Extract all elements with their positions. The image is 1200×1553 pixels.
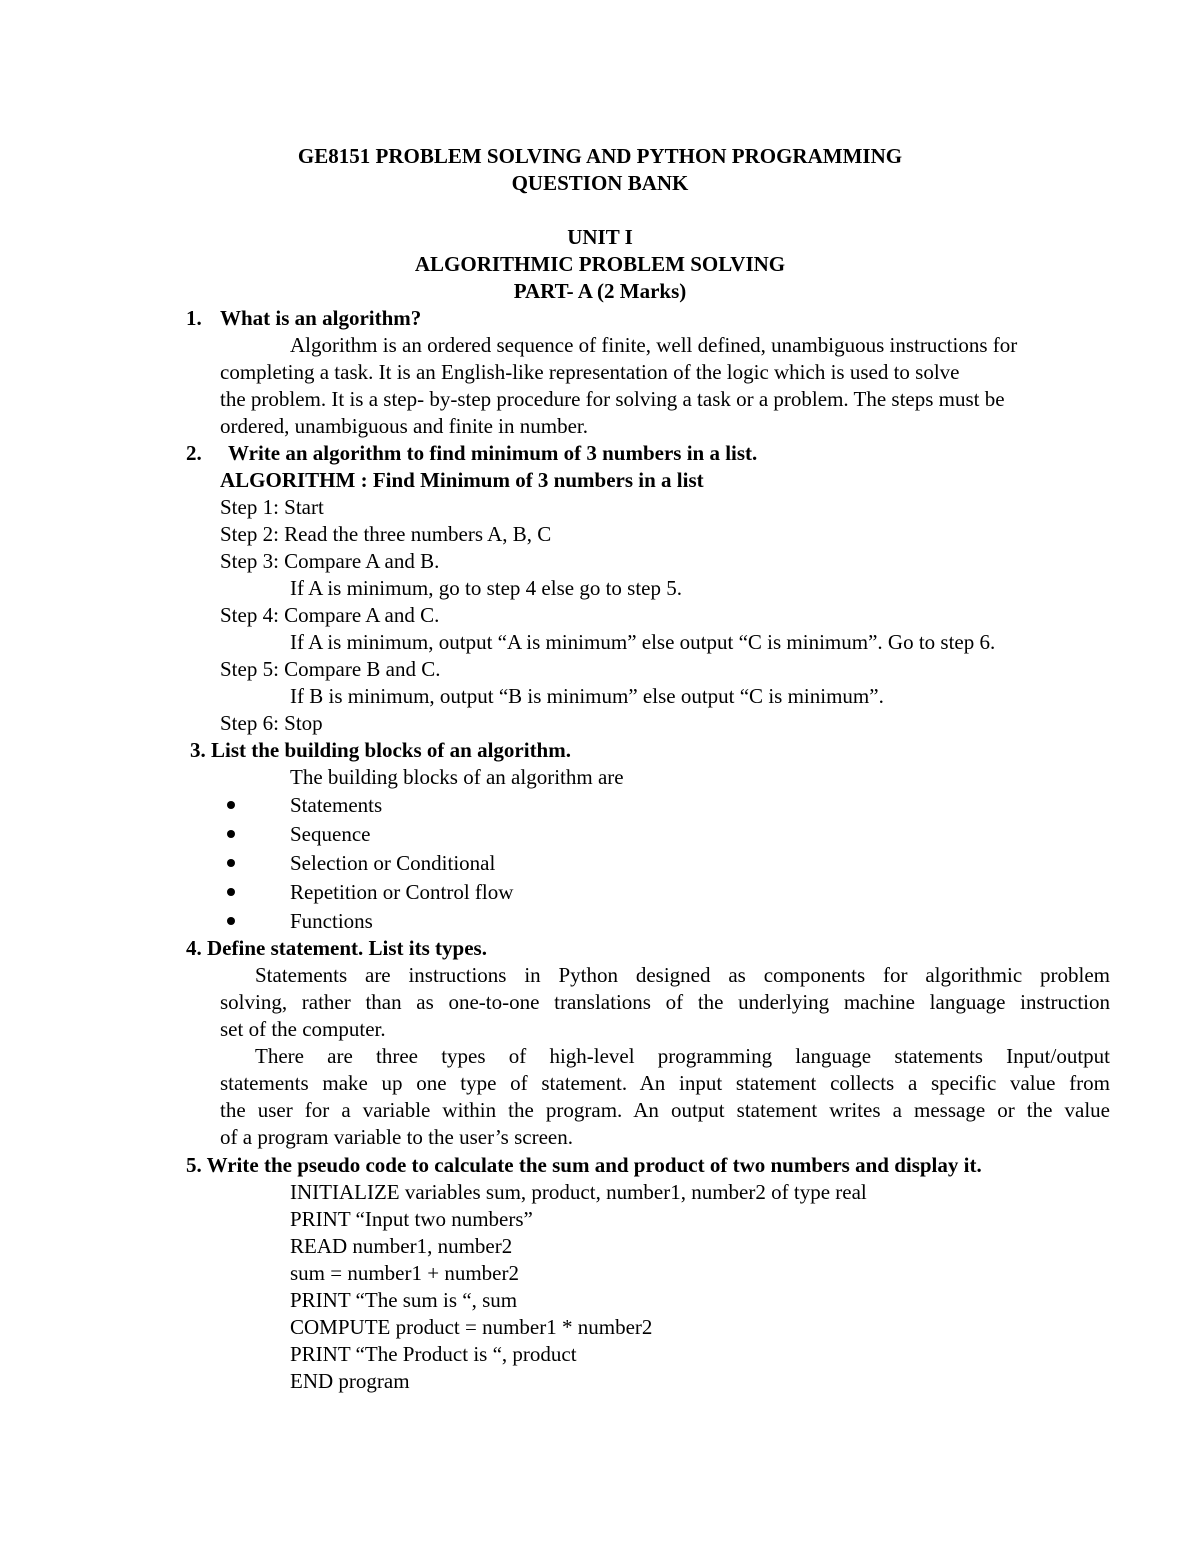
q5-question: 5. Write the pseudo code to calculate the sum and product of two numbers and display it. [186, 1153, 982, 1177]
q1-answer-line: completing a task. It is an English-like representation of the logic which is used to solve [220, 360, 960, 384]
q3-list-item: Selection or Conditional [290, 851, 496, 875]
document-title: GE8151 PROBLEM SOLVING AND PYTHON PROGRAMMING [297, 144, 903, 168]
bullet-icon [227, 888, 235, 896]
q1-answer-line: Algorithm is an ordered sequence of finite, well defined, unambiguous instructions for [290, 333, 1018, 357]
q3-question: 3. List the building blocks of an algorithm. [190, 738, 571, 762]
q4-question: 4. Define statement. List its types. [186, 936, 487, 960]
q4-para2-line: There are three types of high-level programming language statements Input/output [255, 1044, 1110, 1068]
q3-list-item: Sequence [290, 822, 371, 846]
q1-number: 1. [186, 306, 202, 330]
q3-list-item: Repetition or Control flow [290, 880, 514, 904]
q2-step: Step 1: Start [220, 495, 324, 519]
q5-code-line: PRINT “The sum is “, sum [290, 1288, 518, 1312]
unit-title: ALGORITHMIC PROBLEM SOLVING [414, 252, 786, 276]
q2-step: Step 2: Read the three numbers A, B, C [220, 522, 552, 546]
bullet-icon [227, 801, 235, 809]
q4-para2-line: the user for a variable within the program. An output statement writes a message or the value [220, 1098, 1110, 1122]
q2-step: Step 4: Compare A and C. [220, 603, 440, 627]
q1-answer-line: the problem. It is a step- by-step procedure for solving a task or a problem. The steps must be [220, 387, 1005, 411]
bullet-icon [227, 830, 235, 838]
part-heading: PART- A (2 Marks) [513, 279, 687, 303]
q2-step-detail: If B is minimum, output “B is minimum” else output “C is minimum”. [290, 684, 884, 708]
q5-code-line: PRINT “Input two numbers” [290, 1207, 533, 1231]
q5-code-line: END program [290, 1369, 410, 1393]
q2-question: Write an algorithm to find minimum of 3 numbers in a list. [228, 441, 758, 465]
q2-step-detail: If A is minimum, output “A is minimum” else output “C is minimum”. Go to step 6. [290, 630, 996, 654]
q2-number: 2. [186, 441, 202, 465]
q4-para2-line: statements make up one type of statement. An input statement collects a specific value from [220, 1071, 1110, 1095]
q2-step: Step 3: Compare A and B. [220, 549, 440, 573]
q4-para2-line: of a program variable to the user’s screen. [220, 1125, 573, 1149]
q2-step-detail: If A is minimum, go to step 4 else go to step 5. [290, 576, 682, 600]
unit-heading: UNIT I [567, 225, 633, 249]
q2-step: Step 6: Stop [220, 711, 323, 735]
q2-step: Step 5: Compare B and C. [220, 657, 441, 681]
q3-list-item: Functions [290, 909, 373, 933]
q5-code-line: READ number1, number2 [290, 1234, 513, 1258]
q5-code-line: COMPUTE product = number1 * number2 [290, 1315, 653, 1339]
document-subtitle: QUESTION BANK [511, 171, 689, 195]
bullet-icon [227, 917, 235, 925]
q4-para1-line: solving, rather than as one-to-one translations of the underlying machine language instruction [220, 990, 1110, 1014]
q3-list-item: Statements [290, 793, 383, 817]
q4-para1-line: Statements are instructions in Python designed as components for algorithmic problem [255, 963, 1110, 987]
q2-algorithm-title: ALGORITHM : Find Minimum of 3 numbers in a list [220, 468, 704, 492]
q1-answer-line: ordered, unambiguous and finite in number. [220, 414, 589, 438]
q1-question: What is an algorithm? [220, 306, 422, 330]
q3-intro: The building blocks of an algorithm are [290, 765, 624, 789]
bullet-icon [227, 859, 235, 867]
q5-code-line: sum = number1 + number2 [290, 1261, 519, 1285]
q5-code-line: INITIALIZE variables sum, product, number1, number2 of type real [290, 1180, 867, 1204]
q4-para1-line: set of the computer. [220, 1017, 386, 1041]
q5-code-line: PRINT “The Product is “, product [290, 1342, 577, 1366]
